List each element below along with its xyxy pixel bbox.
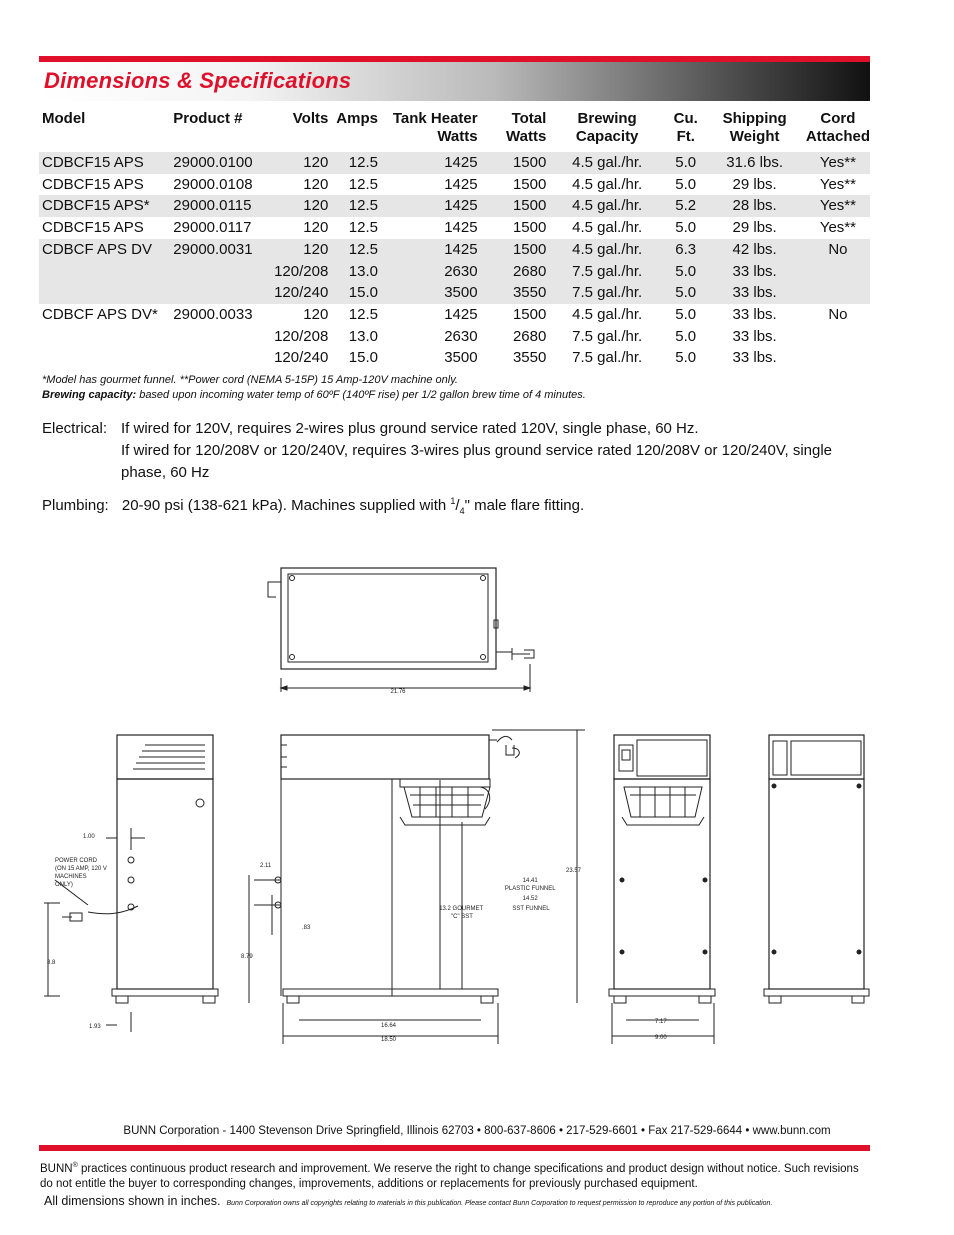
- dim-1850: 18.50: [381, 1037, 397, 1043]
- cell-volts: 120: [272, 152, 328, 174]
- header-line: Attached: [805, 128, 870, 145]
- bottom-red-rule: [39, 1145, 870, 1151]
- cell-amps: 12.5: [328, 152, 378, 174]
- improvement-notice: [40, 1158, 872, 1192]
- header-line: Shipping: [722, 110, 787, 127]
- header-line: Volts: [292, 110, 329, 127]
- cell-total-watts: 1500: [478, 152, 547, 174]
- cell-brewing-capacity: 7.5 gal./hr.: [572, 327, 643, 345]
- cell-model: CDBCF15 APS: [42, 219, 144, 237]
- header-line: Cord: [820, 110, 856, 127]
- cell-volts: 120/208: [272, 261, 328, 283]
- cell-shipping-weight: 33 lbs.: [732, 327, 777, 345]
- power-cord-note: [55, 858, 109, 888]
- cell-product: 29000.0033: [173, 305, 253, 323]
- cell-shipping-weight: 33 lbs.: [732, 305, 777, 323]
- cell-volts: 120: [303, 219, 329, 237]
- cell-cord-attached: Yes**: [806, 195, 870, 217]
- header-line: Brewing: [577, 110, 637, 127]
- cell-shipping-weight: 33 lbs.: [732, 349, 777, 367]
- cell-volts: 120/240: [272, 282, 328, 304]
- header-line: Ft.: [676, 128, 695, 145]
- cell-shipping-weight: 33 lbs.: [703, 261, 805, 283]
- cell-model: CDBCF APS DV*: [42, 305, 158, 323]
- power-cord-line: (ON 15 AMP, 120 V: [55, 866, 107, 872]
- cell-total-watts: 1500: [478, 239, 547, 261]
- cell-cord-attached: Yes**: [819, 175, 856, 193]
- cell-cu-ft: 5.2: [668, 195, 703, 217]
- footnote-model-text: *Model has gourmet funnel. **Power cord (NEMA 5-15P) 15 Amp-120V machine only.: [42, 374, 458, 386]
- side-view-drawing: [44, 735, 218, 1032]
- header-line: Product #: [173, 110, 243, 127]
- cell-brewing-capacity: 4.5 gal./hr.: [572, 175, 643, 193]
- cell-cu-ft: 5.0: [675, 219, 697, 237]
- cell-brewing-capacity: 4.5 gal./hr.: [546, 195, 668, 217]
- cell-total-watts: 1500: [512, 219, 547, 237]
- cell-tank-heater-watts: 1425: [444, 305, 478, 323]
- electrical-line-1: If wired for 120V, requires 2-wires plus ground service rated 120V, single phase, 60 Hz.: [121, 420, 699, 437]
- cell-shipping-weight: 28 lbs.: [703, 195, 805, 217]
- header-line: Watts: [506, 128, 547, 145]
- cell-shipping-weight: 42 lbs.: [703, 239, 805, 261]
- cell-amps: 15.0: [348, 349, 378, 367]
- dim-1441-line: 14.41: [522, 878, 538, 884]
- header-line: Weight: [729, 128, 780, 145]
- cell-tank-heater-watts: 3500: [378, 282, 478, 304]
- header-line: Tank Heater: [392, 110, 478, 127]
- cell-cord-attached: Yes**: [819, 219, 856, 237]
- power-cord-line: ONLY): [55, 882, 73, 888]
- cell-volts: 120/208: [274, 327, 329, 345]
- header-line: Capacity: [575, 128, 639, 145]
- cell-tank-heater-watts: 2630: [444, 327, 478, 345]
- contact-line: BUNN Corporation - 1400 Stevenson Drive Springfield, Illinois 62703 • 800-637-8606 • 217-529-6601 • Fax 217-529-6644 • www.bunn.com: [123, 1125, 831, 1137]
- cell-amps: 13.0: [328, 261, 378, 283]
- cell-amps: 15.0: [328, 282, 378, 304]
- cell-total-watts: 1500: [512, 175, 547, 193]
- cell-brewing-capacity: 7.5 gal./hr.: [546, 261, 668, 283]
- cell-total-watts: 2680: [512, 327, 547, 345]
- footnote-brewing-label: Brewing capacity:: [42, 389, 137, 401]
- cell-product: 29000.0100: [173, 152, 272, 174]
- cell-shipping-weight: 29 lbs.: [732, 219, 777, 237]
- dim-top-width: 21.76: [390, 689, 406, 695]
- cell-brewing-capacity: 4.5 gal./hr.: [546, 152, 668, 174]
- plumbing-text-after: " male flare fitting.: [464, 497, 585, 514]
- dim-88: 8.8: [47, 960, 56, 966]
- dim-83: .83: [302, 925, 311, 931]
- cell-total-watts: 3550: [512, 349, 547, 367]
- plumbing-section: Plumbing: 20-90 psi (138-621 kPa). Machines supplied with $^1/_4$" male flare fitting.: [42, 496, 585, 516]
- cell-cu-ft: 5.0: [675, 175, 697, 193]
- top-view-drawing: [268, 568, 534, 695]
- cell-tank-heater-watts: 3500: [444, 349, 478, 367]
- electrical-line-2: If wired for 120/208V or 120/240V, requires 3-wires plus ground service rated 120/208V or 120/240V, single phase, 60 Hz: [121, 442, 833, 481]
- notice-text: practices continuous product research and improvement. We reserve the right to change specifications and product design without notice. Such revisions do not entitle the buyer to corresponding changes, improvements, additions or replacements for previously purchased equipment.: [40, 1162, 859, 1190]
- cell-cu-ft: 6.3: [668, 239, 703, 261]
- dim-1441-line: PLASTIC FUNNEL: [504, 886, 556, 892]
- brand-name: BUNN: [40, 1162, 73, 1175]
- cell-model: CDBCF APS DV: [39, 239, 173, 261]
- cell-volts: 120: [272, 195, 328, 217]
- cell-amps: 12.5: [348, 175, 378, 193]
- all-dimensions-text: All dimensions shown in inches.: [44, 1194, 221, 1208]
- cell-shipping-weight: 29 lbs.: [732, 175, 777, 193]
- cell-product: 29000.0115: [173, 195, 272, 217]
- cell-total-watts: 1500: [478, 195, 547, 217]
- cell-tank-heater-watts: 2630: [378, 261, 478, 283]
- cell-volts: 120: [303, 305, 329, 323]
- cell-product: 29000.0108: [173, 175, 253, 193]
- cell-brewing-capacity: 4.5 gal./hr.: [572, 219, 643, 237]
- dim-1441-label: [505, 878, 557, 912]
- cell-cu-ft: 5.0: [675, 349, 697, 367]
- cell-volts: 120/240: [274, 349, 329, 367]
- dim-2357: 23.57: [566, 868, 582, 874]
- header-line: Amps: [336, 110, 378, 127]
- all-dimensions-note: [44, 1194, 772, 1208]
- cell-amps: 12.5: [328, 239, 378, 261]
- plumbing-frac-num: 1: [450, 496, 456, 506]
- cell-shipping-weight: 31.6 lbs.: [703, 152, 805, 174]
- cell-brewing-capacity: 7.5 gal./hr.: [546, 282, 668, 304]
- dim-132-line: "C" SST: [451, 914, 473, 920]
- dim-1664: 16.64: [381, 1023, 397, 1029]
- cell-cu-ft: 5.0: [668, 152, 703, 174]
- header-line: Model: [42, 110, 86, 127]
- front-view-drawing: [241, 730, 585, 1044]
- power-cord-line: POWER CORD: [55, 858, 97, 864]
- narrow-side-view-drawing: [764, 735, 869, 1003]
- footnote-brewing-text: based upon incoming water temp of 60ºF (140ºF rise) per 1/2 gallon brew time of 4 minutes.: [136, 389, 586, 401]
- dim-717: 7.17: [655, 1019, 667, 1025]
- registered-mark: ®: [72, 1162, 78, 1169]
- cell-model: CDBCF15 APS: [39, 152, 173, 174]
- cell-cu-ft: 5.0: [675, 327, 697, 345]
- plumbing-label: Plumbing:: [42, 497, 109, 514]
- cell-shipping-weight: 33 lbs.: [703, 282, 805, 304]
- cell-model: CDBCF15 APS: [42, 175, 144, 193]
- cell-cu-ft: 5.0: [668, 261, 703, 283]
- cell-total-watts: 1500: [512, 305, 547, 323]
- cell-brewing-capacity: 4.5 gal./hr.: [546, 239, 668, 261]
- cell-tank-heater-watts: 1425: [378, 152, 478, 174]
- cell-tank-heater-watts: 1425: [444, 219, 478, 237]
- dim-1441-line: 14.52: [522, 896, 538, 902]
- cell-volts: 120: [303, 175, 329, 193]
- cell-cu-ft: 5.0: [668, 282, 703, 304]
- dim-1441-line: SST FUNNEL: [512, 906, 550, 912]
- header-line: Total: [511, 110, 547, 127]
- cell-tank-heater-watts: 1425: [378, 195, 478, 217]
- dim-193: 1.93: [89, 1024, 101, 1030]
- cell-total-watts: 3550: [478, 282, 547, 304]
- dim-132-line: 13.2 GOURMET: [439, 906, 484, 912]
- cell-volts: 120: [272, 239, 328, 261]
- cell-cord-attached: No: [806, 239, 870, 261]
- cell-tank-heater-watts: 1425: [444, 175, 478, 193]
- copyright-text: Bunn Corporation owns all copyrights relating to materials in this publication. Please contact Bunn Corporation to request permission to reproduce any portion of this publication.: [226, 1200, 773, 1207]
- cell-product: 29000.0117: [173, 219, 252, 237]
- dim-879: 8.79: [241, 954, 253, 960]
- cell-total-watts: 2680: [478, 261, 547, 283]
- plumbing-text: 20-90 psi (138-621 kPa). Machines supplied with: [121, 497, 451, 514]
- narrow-front-view-drawing: [609, 735, 715, 1044]
- cell-brewing-capacity: 4.5 gal./hr.: [572, 305, 643, 323]
- cell-amps: 12.5: [348, 219, 378, 237]
- cell-cu-ft: 5.0: [675, 305, 697, 323]
- cell-cord-attached: Yes**: [806, 152, 870, 174]
- cell-amps: 12.5: [328, 195, 378, 217]
- cell-tank-heater-watts: 1425: [378, 239, 478, 261]
- header-line: Watts: [437, 128, 478, 145]
- cell-product: 29000.0031: [173, 239, 272, 261]
- electrical-label: Electrical:: [42, 420, 108, 437]
- page-title: Dimensions & Specifications: [44, 68, 352, 93]
- cell-model: CDBCF15 APS*: [39, 195, 173, 217]
- plumbing-frac-den: 4: [459, 506, 465, 516]
- cell-amps: 12.5: [348, 305, 378, 323]
- dim-900: 9.00: [655, 1035, 667, 1041]
- dim-100: 1.00: [83, 834, 95, 840]
- cell-amps: 13.0: [348, 327, 378, 345]
- cell-brewing-capacity: 7.5 gal./hr.: [572, 349, 643, 367]
- cell-cord-attached: No: [828, 305, 848, 323]
- power-cord-line: MACHINES: [55, 874, 87, 880]
- dim-211: 2.11: [260, 863, 272, 869]
- header-line: Cu.: [673, 110, 698, 127]
